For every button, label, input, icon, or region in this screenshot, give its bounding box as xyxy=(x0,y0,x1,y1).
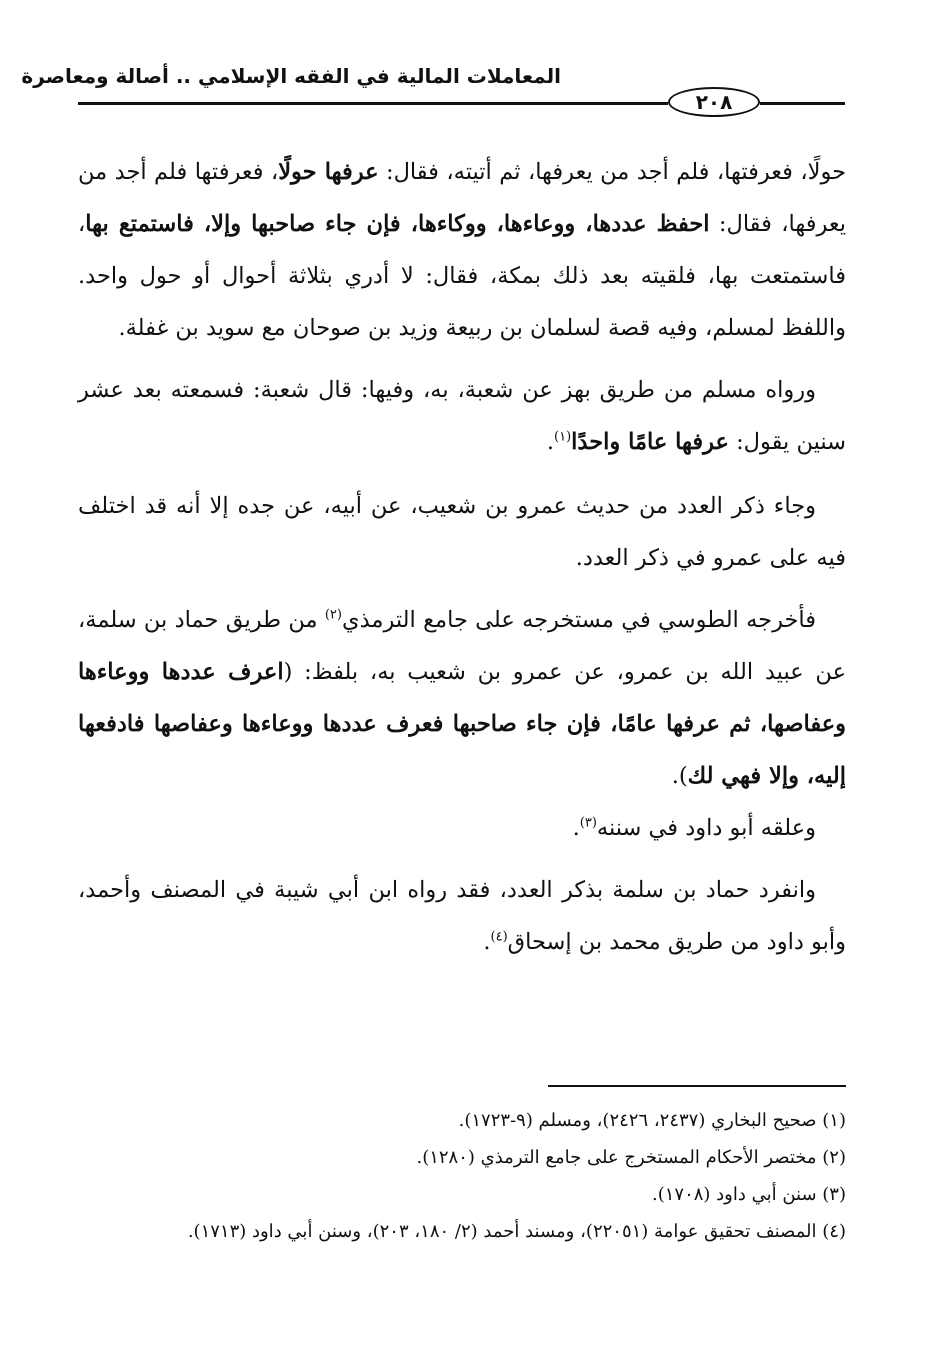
hadith-quote: عرفها حولًا xyxy=(278,159,379,185)
footnote-2: (٢) مختصر الأحكام المستخرج على جامع الترمذي (١٢٨٠). xyxy=(416,1147,846,1168)
text-span: وجاء ذكر العدد من حديث عمرو بن شعيب، عن أبيه، عن جده إلا أنه قد اختلف فيه على عمرو في ذكر العدد. xyxy=(78,493,846,571)
text-span: من طريق حماد بن سلمة، عن عبيد الله بن عمرو، عن عمرو بن شعيب به، بلفظ: ( xyxy=(78,607,846,685)
text-span: ، فاستمتعت بها، فلقيته بعد ذلك بمكة، فقال: لا أدري بثلاثة أحوال أو حول واحد. واللفظ لمسلم، وفيه قصة لسلمان بن ربيعة وزيد بن صوحان مع سويد بن غفلة. xyxy=(78,211,846,341)
text-span: فأخرجه الطوسي في مستخرجه على جامع الترمذي xyxy=(341,607,817,633)
paragraph-4 xyxy=(78,594,846,802)
text-span: حولًا، فعرفتها، فلم أجد من يعرفها، ثم أتيته، فقال: xyxy=(378,159,847,185)
footnote-ref-4: (٤) xyxy=(490,929,508,945)
paragraph-2 xyxy=(78,364,846,468)
running-title: المعاملات المالية في الفقه الإسلامي .. أصالة ومعاصرة xyxy=(21,64,561,88)
text-span: ). xyxy=(671,763,688,789)
header-rule xyxy=(78,102,668,105)
footnote-ref-1: (١) xyxy=(554,429,572,445)
footnote-ref-3: (٣) xyxy=(579,815,597,831)
text-span: وانفرد حماد بن سلمة بذكر العدد، فقد رواه ابن أبي شيبة في المصنف وأحمد، وأبو داود من طريق محمد بن إسحاق xyxy=(78,877,846,955)
paragraph-3 xyxy=(78,480,846,584)
body-text xyxy=(78,146,846,968)
hadith-quote: اعرف عددها ووعاءها وعفاصها، ثم عرفها عامًا، فإن جاء صاحبها فعرف عددها ووعاءها وعفاصها فادفعها إليه، وإلا فهي لك xyxy=(78,659,846,789)
text-span: ، فعرفتها فلم أجد من يعرفها، فقال: xyxy=(78,159,846,237)
footnotes xyxy=(78,1102,846,1250)
footnote-ref-2: (٢) xyxy=(324,607,342,623)
paragraph-5 xyxy=(78,802,846,854)
footnote-3: (٣) سنن أبي داود (١٧٠٨). xyxy=(651,1184,846,1205)
footnote-separator xyxy=(548,1085,846,1087)
text-span: . xyxy=(572,815,580,841)
text-span: ورواه مسلم من طريق بهز عن شعبة، به، وفيها: قال شعبة: فسمعته بعد عشر سنين يقول: xyxy=(78,377,846,455)
paragraph-6 xyxy=(78,864,846,968)
footnote-1: (١) صحيح البخاري (٢٤٣٧، ٢٤٢٦)، ومسلم (٩-١٧٢٣). xyxy=(458,1110,846,1131)
hadith-quote: عرفها عامًا واحدًا xyxy=(571,429,729,455)
hadith-quote: احفظ عددها، ووعاءها، ووكاءها، فإن جاء صاحبها وإلا، فاستمتع بها xyxy=(85,211,710,237)
paragraph-1 xyxy=(78,146,846,354)
page-number: ٢٠٨ xyxy=(668,87,760,117)
footnote-4: (٤) المصنف تحقيق عوامة (٢٢٠٥١)، ومسند أحمد (٢/ ١٨٠، ٢٠٣)، وسنن أبي داود (١٧١٣). xyxy=(187,1221,846,1242)
header-rule-right xyxy=(760,102,845,105)
text-span: . xyxy=(483,929,491,955)
text-span: وعلقه أبو داود في سننه xyxy=(596,815,816,841)
text-span: . xyxy=(546,429,555,455)
